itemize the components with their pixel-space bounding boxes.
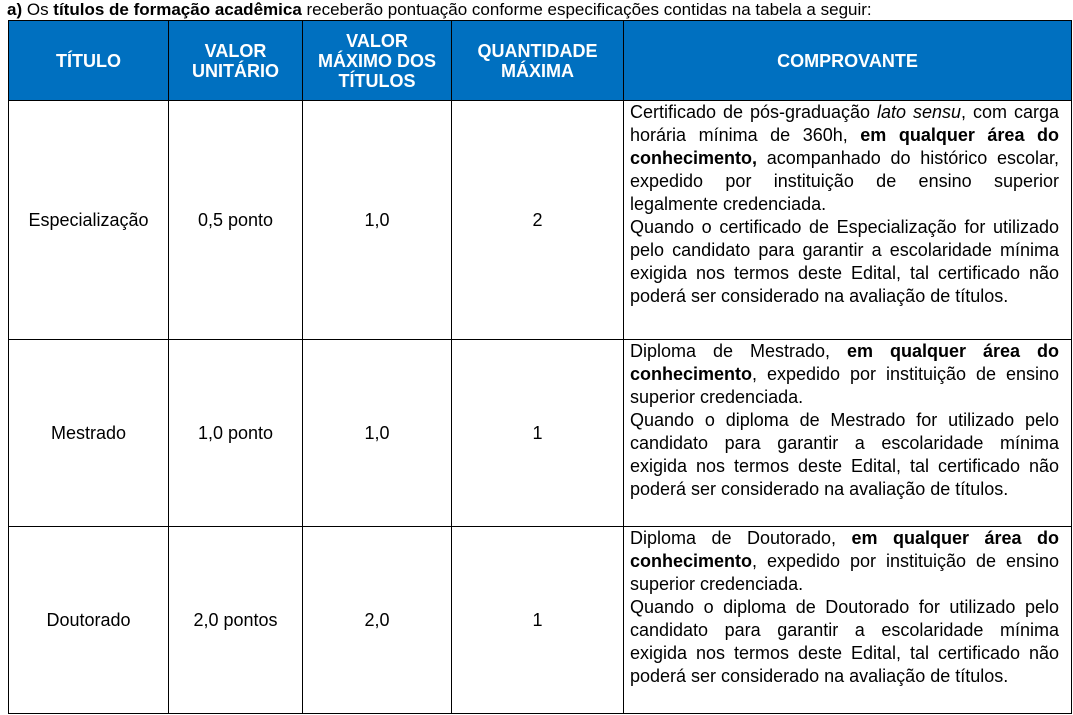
- comprovante-paragraph-2: Quando o diploma de Doutorado for utilizado pelo candidato para garantir a escolaridade mínima exigida nos termos deste Edital, tal certificado não poderá ser considerado na avaliação de títulos.: [630, 597, 1059, 686]
- cell-valor-maximo: 1,0: [303, 340, 452, 527]
- intro-text-before: Os: [22, 0, 54, 19]
- italic-term: lato sensu: [877, 102, 962, 122]
- cell-titulo: Mestrado: [9, 340, 169, 527]
- cell-comprovante: [624, 340, 1072, 527]
- bold-term: em qualquer área do conhecimento: [630, 341, 1059, 384]
- intro-paragraph: [0, 0, 1073, 20]
- bold-term: em qualquer área do conhecimento,: [630, 125, 1059, 168]
- cell-quantidade: 1: [452, 340, 624, 527]
- intro-text-after: receberão pontuação conforme especificações contidas na tabela a seguir:: [301, 0, 872, 19]
- table-row: [9, 101, 1072, 340]
- text-segment: Diploma de Doutorado,: [630, 528, 852, 548]
- header-valor-maximo: VALOR MÁXIMO DOS TÍTULOS: [303, 21, 452, 101]
- comprovante-paragraph-1: [630, 340, 1059, 409]
- text-segment: , com carga horária mínima de 360h,: [630, 102, 1059, 145]
- cell-titulo: Doutorado: [9, 527, 169, 714]
- cell-valor-unitario: 1,0 ponto: [169, 340, 303, 527]
- cell-comprovante: [624, 101, 1072, 340]
- intro-bold-term: títulos de formação acadêmica: [53, 0, 302, 19]
- text-segment: , expedido por instituição de ensino superior credenciada.: [630, 364, 1059, 407]
- cell-valor-maximo: 2,0: [303, 527, 452, 714]
- header-comprovante: COMPROVANTE: [624, 21, 1072, 101]
- cell-comprovante: [624, 527, 1072, 714]
- comprovante-paragraph-2: Quando o diploma de Mestrado for utilizado pelo candidato para garantir a escolaridade mínima exigida nos termos deste Edital, tal certificado não poderá ser considerado na avaliação de títulos.: [630, 410, 1059, 499]
- cell-quantidade: 2: [452, 101, 624, 340]
- comprovante-paragraph-2: Quando o certificado de Especialização for utilizado pelo candidato para garantir a escolaridade mínima exigida nos termos deste Edital, tal certificado não poderá ser considerado na avaliação de títulos.: [630, 217, 1059, 306]
- header-titulo: TÍTULO: [9, 21, 169, 101]
- text-segment: acompanhado do histórico escolar, expedido por instituição de ensino superior legalmente credenciada.: [630, 148, 1059, 214]
- text-segment: Certificado de pós-graduação: [630, 102, 878, 122]
- table-header-row: [9, 21, 1072, 101]
- titles-table: [8, 20, 1072, 714]
- table-row: [9, 340, 1072, 527]
- cell-valor-unitario: 0,5 ponto: [169, 101, 303, 340]
- table-row: [9, 527, 1072, 714]
- header-valor-unitario: VALOR UNITÁRIO: [169, 21, 303, 101]
- bold-term: em qualquer área do conhecimento: [630, 528, 1059, 571]
- text-segment: , expedido por instituição de ensino superior credenciada.: [630, 551, 1059, 594]
- cell-quantidade: 1: [452, 527, 624, 714]
- cell-valor-unitario: 2,0 pontos: [169, 527, 303, 714]
- comprovante-paragraph-1: [630, 101, 1059, 216]
- comprovante-paragraph-1: [630, 527, 1059, 596]
- text-segment: Diploma de Mestrado,: [630, 341, 848, 361]
- cell-valor-maximo: 1,0: [303, 101, 452, 340]
- cell-titulo: Especialização: [9, 101, 169, 340]
- intro-prefix: a): [7, 0, 23, 19]
- header-quantidade: QUANTIDADE MÁXIMA: [452, 21, 624, 101]
